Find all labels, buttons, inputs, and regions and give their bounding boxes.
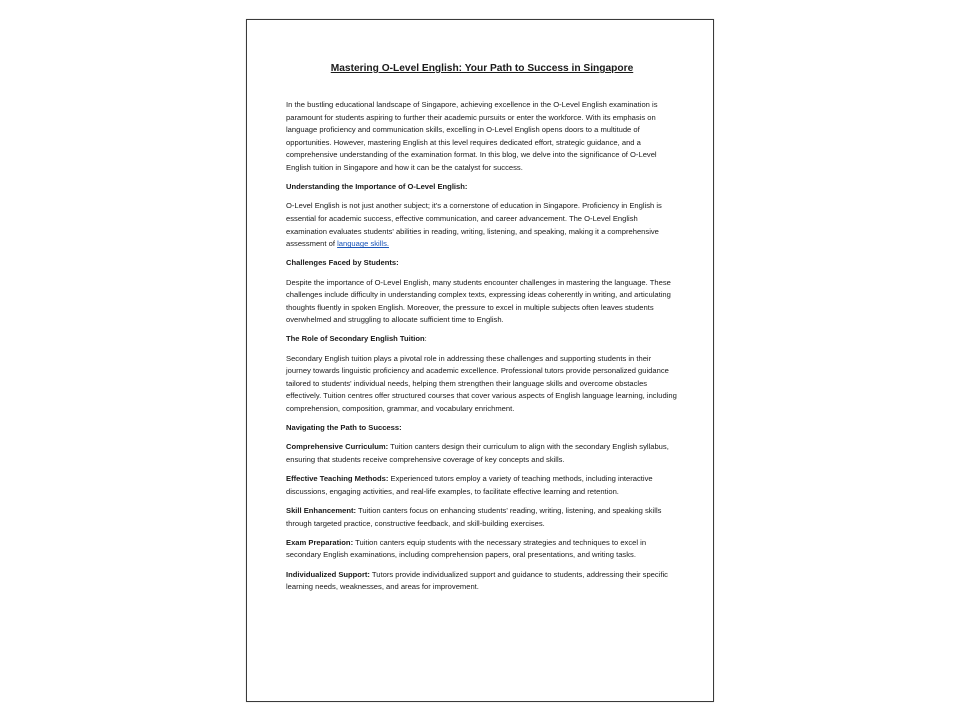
challenges-paragraph: Despite the importance of O-Level English, many students encounter challenges in mastering the language. These challenges include difficulty in understanding complex texts, expressing ideas coherently in writing, and articulating thoughts fluently in spoken English. Moreover, the pressure to excel in multiple subjects often leaves students overwhelmed and struggling to allocate sufficient time to English. xyxy=(286,277,671,325)
section-heading-importance: Understanding the Importance of O-Level English: xyxy=(286,182,468,192)
item-text-curriculum: Tuition canters design their curriculum to align with the secondary English syllabus, ensuring that students receive comprehensive coverage of key concepts and skills. xyxy=(286,442,669,464)
list-item-support xyxy=(286,569,678,594)
list-item-skills xyxy=(286,505,678,530)
item-text-teaching: Experienced tutors employ a variety of teaching methods, including interactive discussions, engaging activities, and real-life examples, to facilitate effective learning and retention. xyxy=(286,474,653,496)
role-heading-text: The Role of Secondary English Tuition xyxy=(286,334,425,344)
item-text-skills: Tuition canters focus on enhancing students' reading, writing, listening, and speaking skills through targeted practice, constructive feedback, and skill-building exercises. xyxy=(286,505,662,528)
importance-paragraph xyxy=(286,200,678,250)
item-label-support: Individualized Support: xyxy=(286,569,370,579)
document-page xyxy=(246,19,714,702)
item-label-teaching: Effective Teaching Methods: xyxy=(286,474,389,484)
list-item-teaching xyxy=(286,473,678,498)
document-content xyxy=(286,62,678,600)
intro-paragraph: In the bustling educational landscape of Singapore, achieving excellence in the O-Level English examination is paramount for students aspiring to further their academic pursuits or enter the workforce. With its emphasis on language proficiency and communication skills, excelling in O-Level English opens doors to a multitude of opportunities. However, mastering English at this level requires dedicated effort, strategic guidance, and a comprehensive understanding of the examination format. In this blog, we delve into the significance of O-Level English tuition in Singapore and how it can be the catalyst for success. xyxy=(286,100,658,172)
item-label-skills: Skill Enhancement: xyxy=(286,505,357,515)
importance-text: O-Level English is not just another subject; it's a cornerstone of education in Singapore. Proficiency in English is essential for academic success, effective communication, and career advancement. The O-Level English examination evaluates students' abilities in reading, writing, listening, and speaking, making it a comprehensive assessment of xyxy=(286,201,662,249)
list-item-exam xyxy=(286,537,678,562)
section-heading-role xyxy=(286,333,678,346)
section-heading-navigating: Navigating the Path to Success: xyxy=(286,423,402,433)
document-title: Mastering O-Level English: Your Path to Success in Singapore xyxy=(330,63,634,74)
item-label-exam: Exam Preparation: xyxy=(286,537,354,547)
section-heading-challenges: Challenges Faced by Students: xyxy=(286,258,399,268)
item-label-curriculum: Comprehensive Curriculum: xyxy=(286,442,389,452)
role-heading-colon: : xyxy=(424,334,427,344)
role-paragraph: Secondary English tuition plays a pivotal role in addressing these challenges and supporting students in their journey towards linguistic proficiency and academic excellence. Professional tutors provide personalized guidance tailored to students' individual needs, helping them strengthen their language skills and overcome obstacles effectively. Tuition centres offer structured courses that cover various aspects of English language learning, including comprehension, composition, grammar, and vocabulary enrichment. xyxy=(286,353,677,414)
item-text-exam: Tuition canters equip students with the necessary strategies and techniques to excel in secondary English examinations, including comprehension papers, oral presentations, and writing tasks. xyxy=(286,537,647,560)
list-item-curriculum xyxy=(286,441,678,466)
language-skills-link[interactable]: language skills. xyxy=(337,239,389,249)
item-text-support: Tutors provide individualized support and guidance to students, addressing their specific learning needs, weaknesses, and areas for improvement. xyxy=(286,569,668,592)
